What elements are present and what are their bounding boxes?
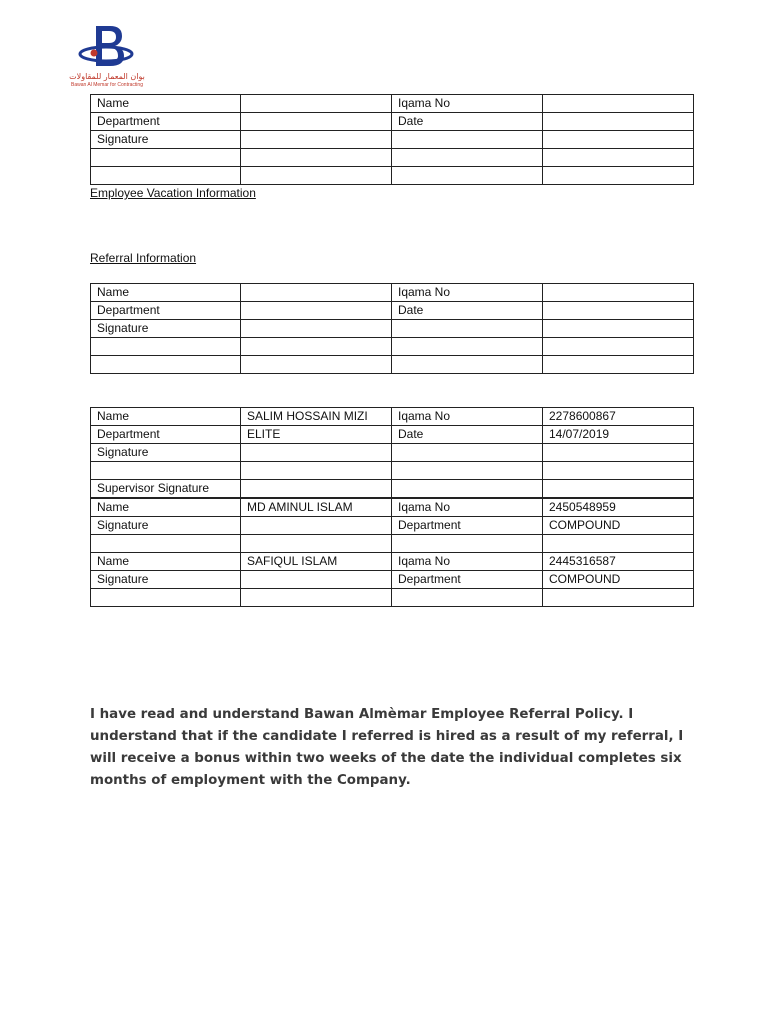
table-cell: 14/07/2019 <box>543 426 694 444</box>
table-cell <box>543 356 694 374</box>
table-cell: 2445316587 <box>543 553 694 571</box>
table-row <box>91 320 694 338</box>
table-cell <box>392 131 543 149</box>
table-cell <box>543 131 694 149</box>
table-row <box>91 498 694 517</box>
table-cell <box>392 589 543 607</box>
logo-english-text: Bawan Al Memar for Contracting <box>71 82 143 88</box>
table-row <box>91 517 694 535</box>
table-cell: Department <box>91 302 241 320</box>
table-cell <box>241 95 392 113</box>
table-cell <box>241 338 392 356</box>
table-cell <box>392 149 543 167</box>
table-cell <box>543 338 694 356</box>
table-cell: Signature <box>91 131 241 149</box>
table-cell <box>392 320 543 338</box>
table-cell <box>543 167 694 185</box>
table-row <box>91 338 694 356</box>
logo-b-icon <box>66 22 148 72</box>
table-row <box>91 444 694 462</box>
table-cell: Date <box>392 113 543 131</box>
table-cell <box>543 589 694 607</box>
referral-info-table <box>90 283 694 374</box>
table-cell: Department <box>392 571 543 589</box>
table-cell <box>543 113 694 131</box>
table-row <box>91 302 694 320</box>
table-cell <box>392 167 543 185</box>
table-cell <box>241 284 392 302</box>
table-cell: Iqama No <box>392 553 543 571</box>
table-cell <box>392 462 543 480</box>
table-cell <box>241 167 392 185</box>
table-cell <box>392 535 543 553</box>
employee-info-table <box>90 94 694 185</box>
table-row <box>91 95 694 113</box>
table-cell <box>543 302 694 320</box>
table-cell: Signature <box>91 320 241 338</box>
supervisor-table <box>90 497 694 607</box>
table-cell: MD AMINUL ISLAM <box>241 498 392 517</box>
table-cell: COMPOUND <box>543 517 694 535</box>
table-cell <box>543 284 694 302</box>
table-cell <box>241 480 392 498</box>
table-row <box>91 149 694 167</box>
table-row <box>91 426 694 444</box>
table-cell <box>543 535 694 553</box>
table-cell: SAFIQUL ISLAM <box>241 553 392 571</box>
table-row <box>91 553 694 571</box>
table-cell <box>392 356 543 374</box>
table-cell: Name <box>91 553 241 571</box>
table-cell <box>241 444 392 462</box>
section-vacation-title: Employee Vacation Information <box>90 186 256 200</box>
section-referral-title: Referral Information <box>90 251 197 265</box>
table-cell <box>392 338 543 356</box>
table-cell <box>91 149 241 167</box>
table-row <box>91 462 694 480</box>
table-cell <box>543 444 694 462</box>
table-row <box>91 131 694 149</box>
table-cell: 2450548959 <box>543 498 694 517</box>
table-cell <box>241 113 392 131</box>
table-cell: Signature <box>91 517 241 535</box>
table-cell: COMPOUND <box>543 571 694 589</box>
referral-details-table <box>90 407 694 498</box>
table-cell: Department <box>392 517 543 535</box>
table-cell: Name <box>91 408 241 426</box>
table-cell <box>543 95 694 113</box>
table-cell <box>241 462 392 480</box>
table-cell <box>241 356 392 374</box>
table-cell: Name <box>91 498 241 517</box>
table-cell <box>241 149 392 167</box>
table-cell <box>543 462 694 480</box>
table-cell <box>241 535 392 553</box>
table-cell: Date <box>392 426 543 444</box>
table-cell <box>241 131 392 149</box>
table-cell <box>543 320 694 338</box>
table-cell: Iqama No <box>392 95 543 113</box>
table-cell <box>241 517 392 535</box>
table-row <box>91 113 694 131</box>
table-cell: Supervisor Signature <box>91 480 241 498</box>
table-cell: Iqama No <box>392 408 543 426</box>
table-row <box>91 284 694 302</box>
table-cell <box>91 167 241 185</box>
table-cell <box>91 356 241 374</box>
table-cell: Name <box>91 95 241 113</box>
table-cell <box>91 535 241 553</box>
table-cell <box>91 462 241 480</box>
table-row <box>91 167 694 185</box>
table-row <box>91 589 694 607</box>
table-cell <box>91 338 241 356</box>
table-cell <box>543 480 694 498</box>
table-cell <box>543 149 694 167</box>
table-cell <box>91 589 241 607</box>
table-cell: Date <box>392 302 543 320</box>
table-cell: SALIM HOSSAIN MIZI <box>241 408 392 426</box>
table-row <box>91 408 694 426</box>
table-cell <box>241 320 392 338</box>
table-cell: Department <box>91 113 241 131</box>
table-cell <box>241 302 392 320</box>
table-cell: Name <box>91 284 241 302</box>
table-cell: ELITE <box>241 426 392 444</box>
table-cell <box>241 571 392 589</box>
table-cell <box>392 444 543 462</box>
table-cell <box>241 589 392 607</box>
policy-statement: I have read and understand Bawan Almèmar Employee Referral Policy. I understand that if the candidate I referred is hired as a result of my referral, I will receive a bonus within two weeks of the date the individual completes six months of employment with the Company. <box>90 707 684 788</box>
table-row <box>91 535 694 553</box>
table-row <box>91 356 694 374</box>
logo-arabic-text: بوان المعمار للمقاولات <box>69 72 145 81</box>
table-cell: Iqama No <box>392 498 543 517</box>
table-cell: Department <box>91 426 241 444</box>
table-row <box>91 571 694 589</box>
table-cell: Iqama No <box>392 284 543 302</box>
table-cell: Signature <box>91 571 241 589</box>
table-row <box>91 480 694 498</box>
company-logo <box>66 22 148 88</box>
table-cell: Signature <box>91 444 241 462</box>
table-cell <box>392 480 543 498</box>
table-cell: 2278600867 <box>543 408 694 426</box>
